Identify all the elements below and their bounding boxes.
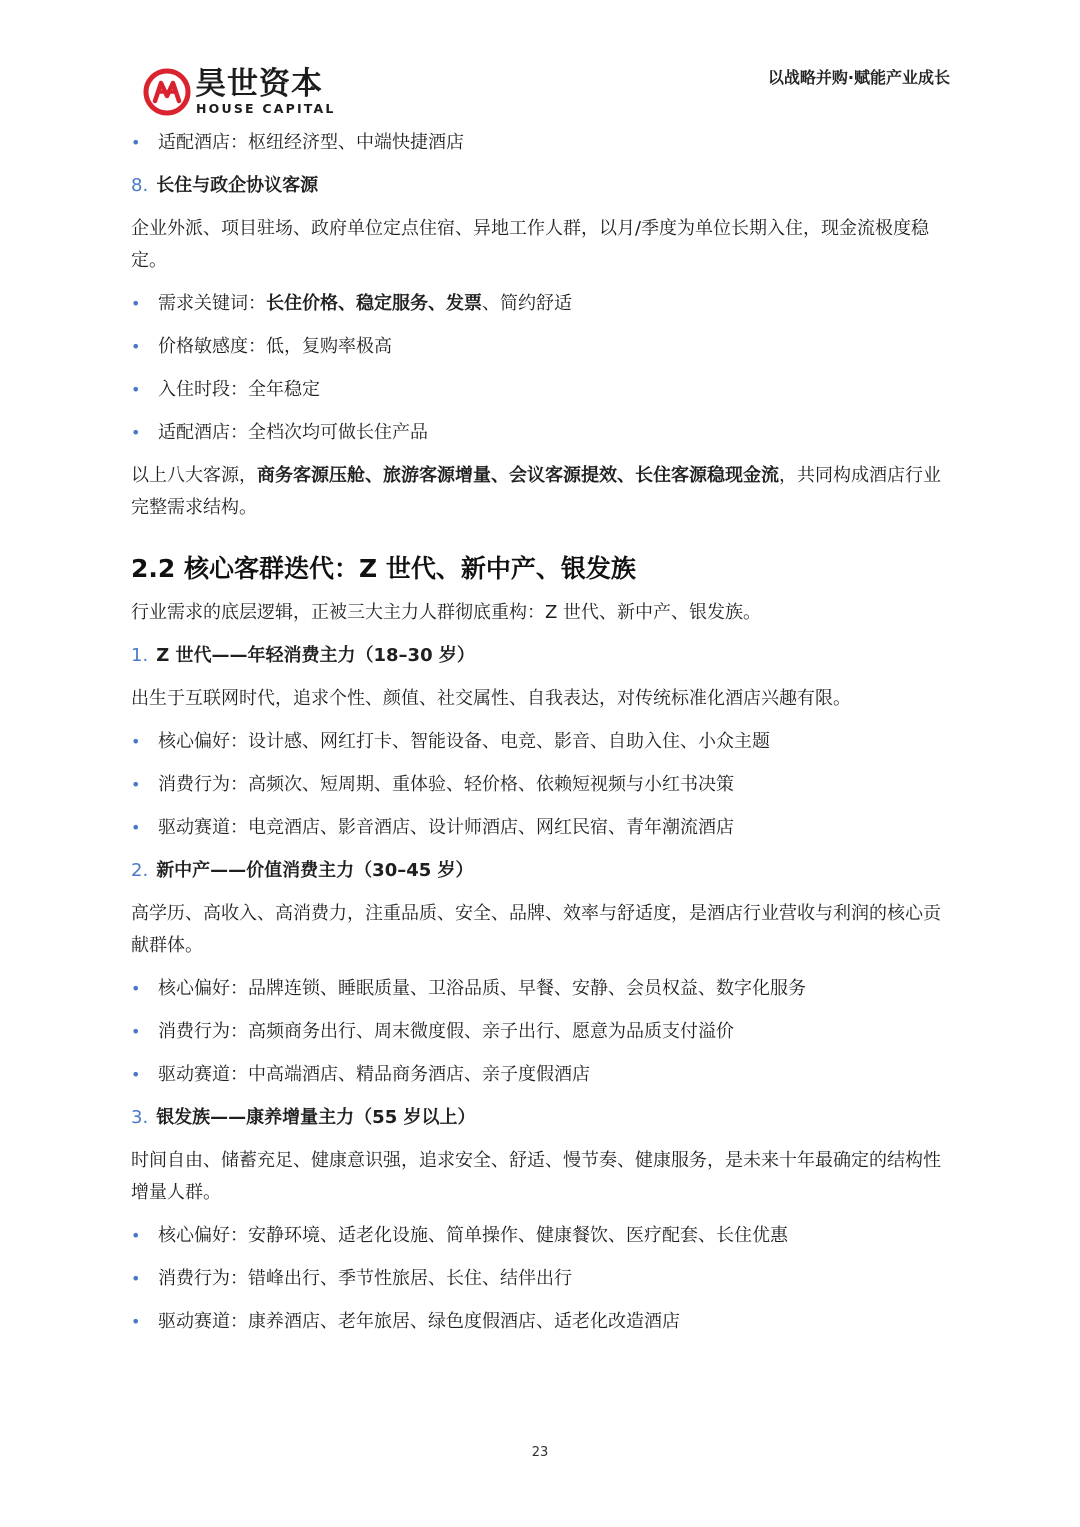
- bullet-item: • 消费行为：错峰出行、季节性旅居、长住、结伴出行: [131, 1263, 951, 1295]
- company-logo: [143, 66, 383, 122]
- item-title: Z 世代——年轻消费主力（18–30 岁）: [156, 645, 475, 666]
- bullet-item: • 消费行为：高频次、短周期、重体验、轻价格、依赖短视频与小红书决策: [131, 769, 951, 801]
- bullet-item: • 适配酒店：枢纽经济型、中端快捷酒店: [131, 127, 951, 159]
- bullet-item: • 入住时段：全年稳定: [131, 374, 951, 406]
- bullet-item: • 核心偏好：安静环境、适老化设施、简单操作、健康餐饮、医疗配套、长住优惠: [131, 1220, 951, 1252]
- item-title: 长住与政企协议客源: [156, 175, 319, 196]
- bullet-item: • 价格敏感度：低，复购率极高: [131, 331, 951, 363]
- logo-english-name: HOUSE CAPITAL: [196, 101, 336, 116]
- item-number: 8.: [131, 175, 149, 196]
- header-slogan: 以战略并购·赋能产业成长: [767, 68, 950, 87]
- bullet-icon: •: [131, 1312, 141, 1331]
- main-content: [131, 127, 951, 1349]
- paragraph: 时间自由、储蓄充足、健康意识强，追求安全、舒适、慢节奏、健康服务，是未来十年最确定的结构性增量人群。: [131, 1150, 941, 1203]
- item-number: 3.: [131, 1107, 149, 1128]
- bullet-icon: •: [131, 133, 141, 152]
- paragraph: 出生于互联网时代，追求个性、颜值、社交属性、自我表达，对传统标准化酒店兴趣有限。: [131, 688, 851, 709]
- summary-paragraph: 以上八大客源，商务客源压舱、旅游客源增量、会议客源提效、长住客源稳现金流，共同构成酒店行业完整需求结构。: [131, 465, 941, 518]
- bullet-icon: •: [131, 1269, 141, 1288]
- page-number: 23: [531, 1445, 549, 1460]
- section-title: 2.2 核心客群迭代：Z 世代、新中产、银发族: [131, 554, 636, 583]
- bullet-item: • 核心偏好：品牌连锁、睡眠质量、卫浴品质、早餐、安静、会员权益、数字化服务: [131, 973, 951, 1005]
- bullet-icon: •: [131, 979, 141, 998]
- bullet-icon: •: [131, 1022, 141, 1041]
- bullet-icon: •: [131, 775, 141, 794]
- numbered-heading-8: [131, 170, 951, 202]
- bullet-icon: •: [131, 1065, 141, 1084]
- bullet-icon: •: [131, 423, 141, 442]
- bullet-item: • 驱动赛道：电竞酒店、影音酒店、设计师酒店、网红民宿、青年潮流酒店: [131, 812, 951, 844]
- bullet-icon: •: [131, 1226, 141, 1245]
- bullet-item: • 消费行为：高频商务出行、周末微度假、亲子出行、愿意为品质支付溢价: [131, 1016, 951, 1048]
- bullet-item: • 适配酒店：全档次均可做长住产品: [131, 417, 951, 449]
- item-number: 1.: [131, 645, 149, 666]
- numbered-heading-1: [131, 640, 951, 672]
- bullet-icon: •: [131, 380, 141, 399]
- bullet-icon: •: [131, 337, 141, 356]
- logo-chinese-name: 昊世资本: [195, 66, 323, 102]
- bullet-icon: •: [131, 294, 141, 313]
- bullet-item: • 驱动赛道：康养酒店、老年旅居、绿色度假酒店、适老化改造酒店: [131, 1306, 951, 1338]
- bullet-item: • 核心偏好：设计感、网红打卡、智能设备、电竞、影音、自助入住、小众主题: [131, 726, 951, 758]
- bullet-item: • 需求关键词：长住价格、稳定服务、发票、简约舒适: [131, 288, 951, 320]
- paragraph: 高学历、高收入、高消费力，注重品质、安全、品牌、效率与舒适度，是酒店行业营收与利润的核心贡献群体。: [131, 903, 941, 956]
- bullet-item: • 驱动赛道：中高端酒店、精品商务酒店、亲子度假酒店: [131, 1059, 951, 1091]
- section-intro: 行业需求的底层逻辑，正被三大主力人群彻底重构：Z 世代、新中产、银发族。: [131, 602, 762, 623]
- bullet-icon: •: [131, 818, 141, 837]
- logo-mark-icon: [143, 68, 191, 116]
- item-title: 银发族——康养增量主力（55 岁以上）: [156, 1107, 476, 1128]
- item-title: 新中产——价值消费主力（30–45 岁）: [156, 860, 474, 881]
- bullet-icon: •: [131, 732, 141, 751]
- numbered-heading-3: [131, 1102, 951, 1134]
- paragraph: 企业外派、项目驻场、政府单位定点住宿、异地工作人群，以月/季度为单位长期入住，现金流极度稳定。: [131, 218, 930, 271]
- numbered-heading-2: [131, 855, 951, 887]
- item-number: 2.: [131, 860, 149, 881]
